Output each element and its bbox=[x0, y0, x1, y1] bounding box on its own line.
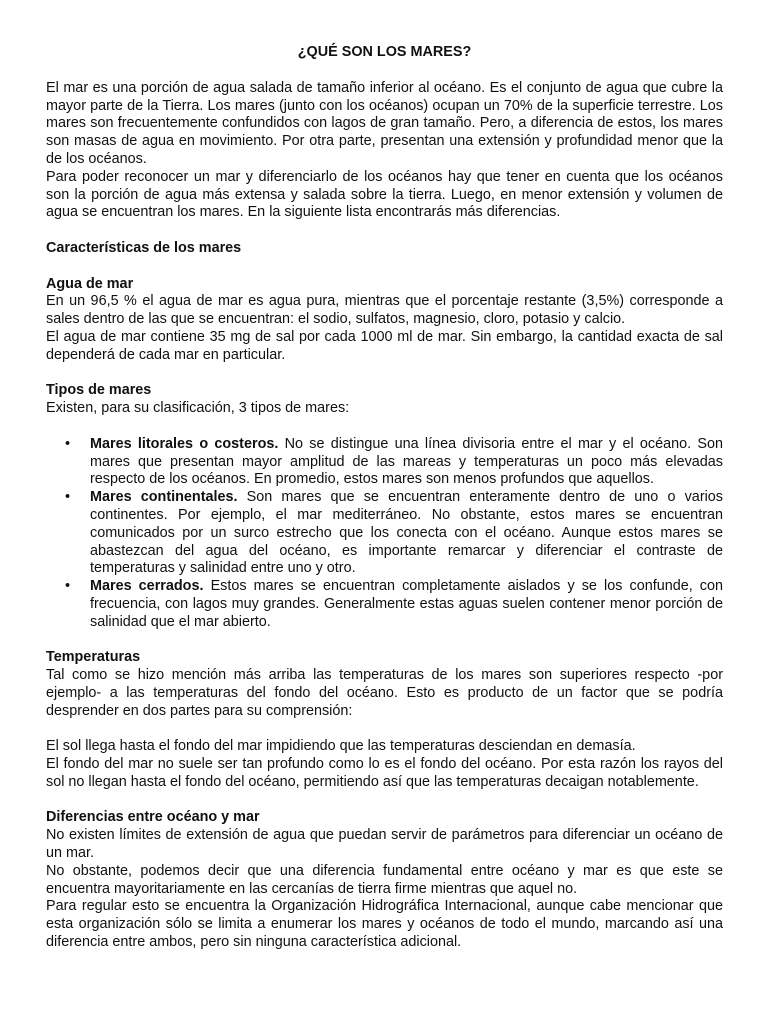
list-item bbox=[46, 578, 723, 631]
bullet-icon: • bbox=[65, 578, 71, 595]
list-item-text: No se distingue una línea divisoria entre el mar y el océano. Son mares que presentan mayor amplitud de las mareas y temperaturas un poco más elevadas respecto de los océanos. En promedio, estos mares son menos profundos que aquellos. bbox=[90, 435, 723, 488]
spacer bbox=[46, 222, 723, 240]
list-item bbox=[46, 489, 723, 578]
section-heading-caracteristicas: Características de los mares bbox=[46, 239, 242, 256]
intro-paragraph-1: El mar es una porción de agua salada de tamaño inferior al océano. Es el conjunto de agua que cubre la mayor parte de la Tierra. Los mares (junto con los océanos) ocupan un 70% de la superficie terrestre. Los mares son frecuentemente confundidos con lagos de gran tamaño. Pero, a diferencia de estos, los mares son masas de agua en movimiento. Por otra parte, presentan una extensión y profundidad menor que la de los océanos. bbox=[46, 79, 723, 167]
section-heading-temperaturas: Temperaturas bbox=[46, 649, 141, 666]
agua-paragraph-2: El agua de mar contiene 35 mg de sal por cada 1000 ml de mar. Sin embargo, la cantidad exacta de sal dependerá de cada mar en particular. bbox=[46, 328, 723, 363]
document-page bbox=[46, 44, 723, 952]
diferencias-paragraph-1: No existen límites de extensión de agua que puedan servir de parámetros para diferenciar un océano de un mar. bbox=[46, 827, 723, 862]
spacer bbox=[46, 418, 723, 436]
section-heading-agua: Agua de mar bbox=[46, 275, 134, 292]
tipos-list bbox=[46, 436, 723, 632]
agua-paragraph-1: En un 96,5 % el agua de mar es agua pura, mientras que el porcentaje restante (3,5%) corresponde a sales dentro de las que se encuentran: el sodio, sulfatos, magnesio, cloro, potasio y calcio. bbox=[46, 293, 723, 328]
intro-paragraph-2: Para poder reconocer un mar y diferenciarlo de los océanos hay que tener en cuenta que los océanos son la porción de agua más extensa y salada sobre la tierra. Luego, en menor extensión y volumen de agua se encuentran los mares. En la siguiente lista encontrarás más diferencias. bbox=[46, 168, 723, 221]
spacer bbox=[46, 632, 723, 650]
spacer bbox=[46, 792, 723, 810]
temperaturas-paragraph-1: Tal como se hizo mención más arriba las temperaturas de los mares son superiores respecto -por ejemplo- a las temperaturas del fondo del océano. Esto es producto de un factor que se podría desprender en dos partes para su comprensión: bbox=[46, 667, 723, 719]
temperaturas-paragraph-3: El fondo del mar no suele ser tan profundo como lo es el fondo del océano. Por esta razón los rayos del sol no llegan hasta el fondo del océano, permitiendo así que las temperaturas decaigan notablemente. bbox=[46, 756, 723, 790]
section-heading-tipos: Tipos de mares bbox=[46, 382, 152, 399]
bullet-icon: • bbox=[65, 489, 71, 506]
spacer bbox=[46, 720, 723, 738]
diferencias-paragraph-2: No obstante, podemos decir que una diferencia fundamental entre océano y mar es que este se encuentra mayoritariamente en las cercanías de tierra firme mientras que aquel no. bbox=[46, 862, 723, 897]
list-item-text: Estos mares se encuentran completamente aislados y se los confunde, con frecuencia, con lagos muy grandes. Generalmente estas aguas suelen contener menor porción de salinidad que el mar abierto. bbox=[90, 578, 723, 630]
temperaturas-paragraph-2: El sol llega hasta el fondo del mar impidiendo que las temperaturas desciendan en demasía. bbox=[46, 738, 636, 755]
tipos-intro: Existen, para su clasificación, 3 tipos de mares: bbox=[46, 400, 350, 417]
list-item-term: Mares cerrados. bbox=[90, 578, 204, 595]
list-item-text: Son mares que se encuentran enteramente dentro de uno o varios continentes. Por ejemplo, el mar mediterráneo. No obstante, estos mares se encuentran comunicados por un surco estrecho que los conecta con el océano. Aunque estos mares se abastezcan del agua del océano, es importante remarcar y diferenciar el contraste de temperaturas y salinidad entre uno y otro. bbox=[90, 489, 724, 577]
list-item-term: Mares continentales. bbox=[90, 489, 238, 506]
page-title: ¿QUÉ SON LOS MARES? bbox=[297, 44, 472, 60]
bullet-icon: • bbox=[65, 435, 71, 452]
section-heading-diferencias: Diferencias entre océano y mar bbox=[46, 809, 260, 826]
list-item bbox=[46, 436, 723, 489]
spacer bbox=[46, 365, 723, 383]
list-item-term: Mares litorales o costeros. bbox=[90, 435, 279, 452]
diferencias-paragraph-3: Para regular esto se encuentra la Organización Hidrográfica Internacional, aunque cabe mencionar que esta organización sólo se limita a enumerar los mares y océanos de todo el mundo, marcando así una diferencia entre ambos, pero sin ninguna característica adicional. bbox=[46, 898, 723, 951]
spacer bbox=[46, 258, 723, 276]
